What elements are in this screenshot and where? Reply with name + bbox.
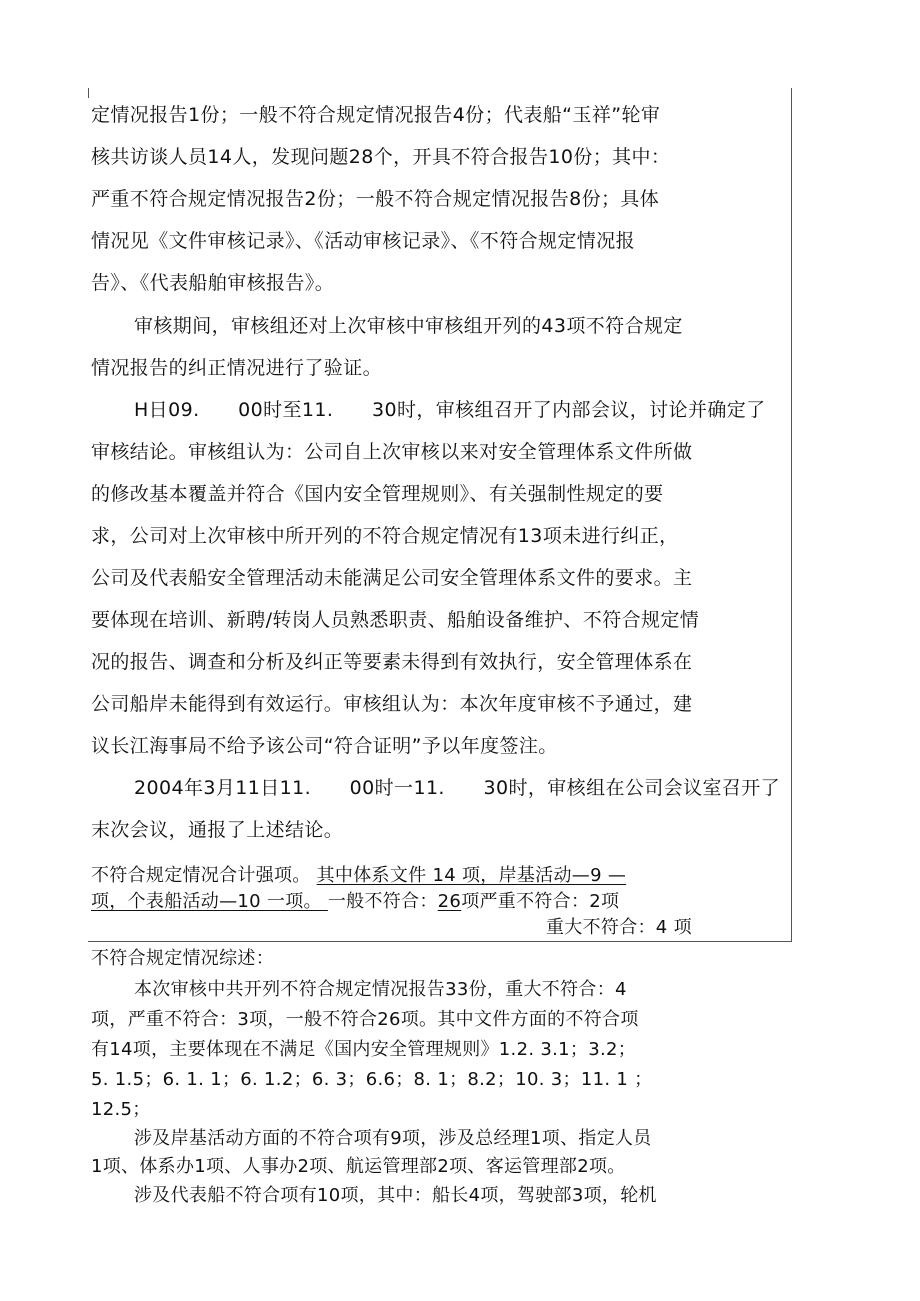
text-line: 况的报告、调查和分析及纠正等要素未得到有效执行，安全管理体系在 — [91, 651, 693, 673]
text-line: 2004年3月11日11. 00时一11. 30时，审核组在公司会议室召开了 — [134, 777, 781, 799]
summary-ship-count: 项，个表船活动—10 一项。 — [91, 891, 328, 912]
summary-general-count: 26 — [437, 891, 462, 912]
text-line: 的修改基本覆盖并符合《国内安全管理规则》、有关强制性规定的要 — [91, 483, 664, 505]
summary-serious: 项严重不符合：2项 — [461, 891, 620, 912]
text-line: 项，严重不符合：3项，一般不符合26项。其中文件方面的不符合项 — [91, 1009, 639, 1030]
summary-general-label: 一般不符合： — [327, 891, 438, 912]
text-line: 涉及岸基活动方面的不符合项有9项，涉及总经理1项、指定人员 — [134, 1128, 652, 1149]
summary-total: 不符合规定情况合计强项。 — [91, 865, 317, 886]
text-line: H日09. 00时至11. 30时，审核组召开了内部会议，讨论并确定了 — [134, 399, 766, 421]
text-line: 有14项，主要体现在不满足《国内安全管理规则》1.2. 3.1；3.2； — [91, 1039, 637, 1060]
text-line: 5. 1.5；6. 1. 1；6. 1.2；6. 3；6.6；8. 1；8.2；10. 3；11. 1 ； — [91, 1069, 653, 1090]
text-line: 1项、体系办1项、人事办2项、航运管理部2项、客运管理部2项。 — [91, 1156, 626, 1177]
text-line: 情况见《文件审核记录》、《活动审核记录》、《不符合规定情况报 — [91, 230, 636, 252]
text-line: 公司及代表船安全管理活动未能满足公司安全管理体系文件的要求。主 — [91, 567, 693, 589]
summary-major: 重大不符合：4 项 — [546, 917, 692, 938]
report-box — [88, 88, 792, 942]
summary-breakdown: 其中体系文件 14 项，岸基活动—9 — — [316, 865, 627, 886]
text-line: 要体现在培训、新聘/转岗人员熟悉职责、船舶设备维护、不符合规定情 — [91, 609, 700, 631]
summary-line-2 — [91, 890, 619, 914]
text-line: 求，公司对上次审核中所开列的不符合规定情况有13项未进行纠正， — [91, 525, 679, 547]
text-line: 告》、《代表船舶审核报告》。 — [91, 272, 335, 294]
text-line: 审核期间，审核组还对上次审核中审核组开列的43项不符合规定 — [134, 315, 683, 337]
text-line: 定情况报告1份；一般不符合规定情况报告4份；代表船“玉祥”轮审 — [91, 104, 661, 126]
text-line: 12.5； — [91, 1099, 151, 1120]
text-line: 情况报告的纠正情况进行了验证。 — [91, 357, 383, 379]
text-line: 涉及代表船不符合项有10项，其中：船长4项，驾驶部3项，轮机 — [134, 1185, 657, 1206]
text-line: 公司船岸未能得到有效运行。审核组认为：本次年度审核不予通过，建 — [91, 693, 693, 715]
text-line: 严重不符合规定情况报告2份；一般不符合规定情况报告8份；具体 — [91, 188, 660, 210]
text-line: 核共访谈人员14人，发现问题28个，开具不符合报告10份；其中： — [91, 146, 671, 168]
box-left-edge — [88, 88, 89, 98]
text-line: 末次会议，通报了上述结论。 — [91, 819, 344, 841]
text-line: 本次审核中共开列不符合规定情况报告33份，重大不符合：4 — [134, 979, 627, 1000]
text-line: 议长江海事局不给予该公司“符合证明”予以年度签注。 — [91, 735, 558, 757]
summary-line-1 — [91, 864, 626, 888]
text-line: 审核结论。审核组认为：公司自上次审核以来对安全管理体系文件所做 — [91, 441, 693, 463]
section-heading: 不符合规定情况综述： — [91, 948, 274, 969]
